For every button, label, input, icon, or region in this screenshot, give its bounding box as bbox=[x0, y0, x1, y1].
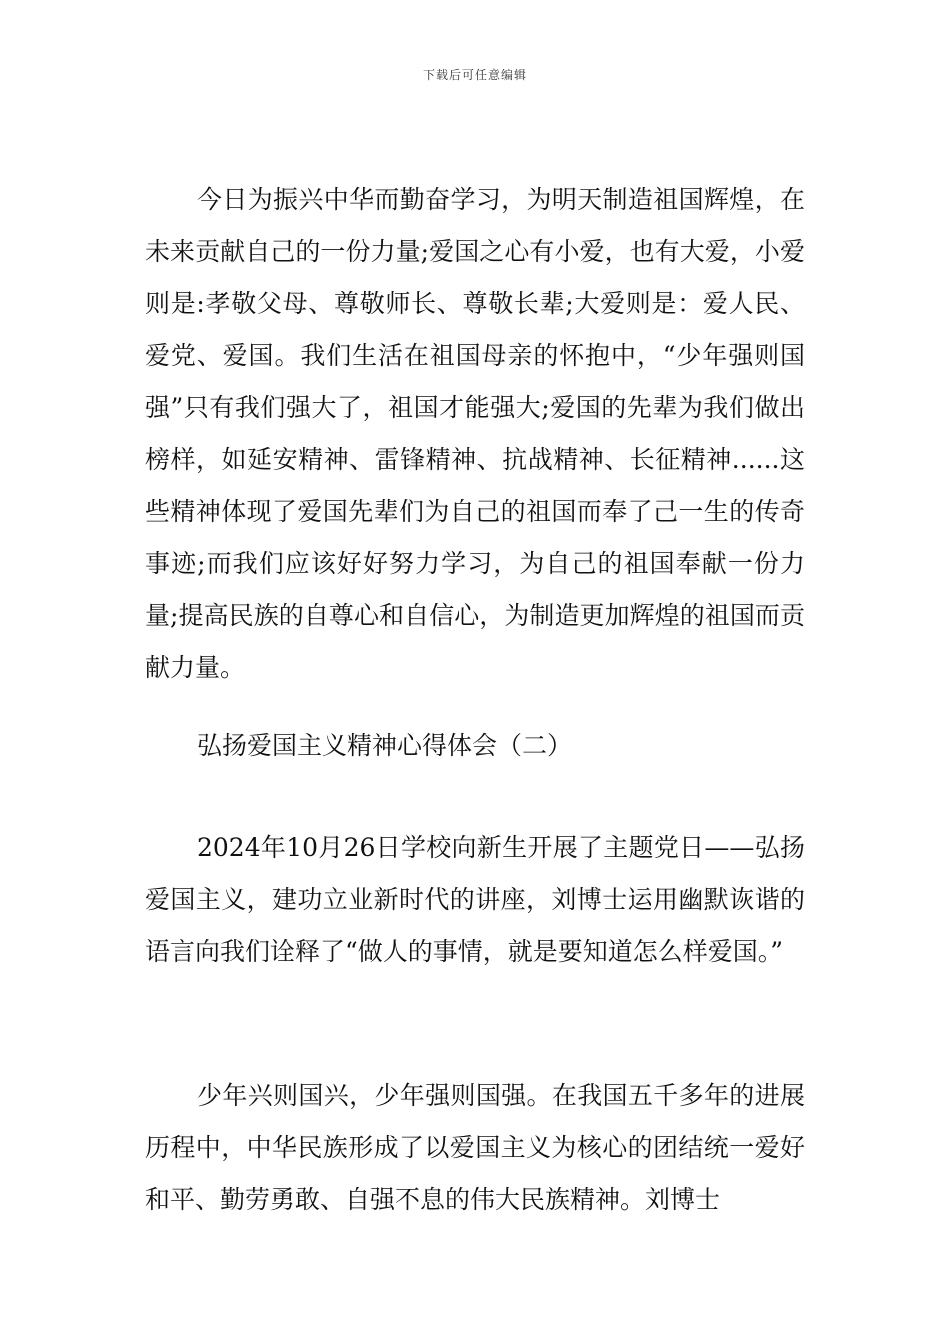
page-header: 下载后可任意编辑 bbox=[422, 68, 527, 82]
paragraph-3-container bbox=[145, 1070, 805, 1226]
paragraph-1: 今日为振兴中华而勤奋学习，为明天制造祖国辉煌，在未来贡献自己的一份力量;爱国之心有小爱，也有大爱，小爱则是:孝敬父母、尊敬师长、尊敬长辈;大爱则是：爱人民、爱党、爱国。我们生活在祖国母亲的怀抱中，“少年强则国强”只有我们强大了，祖国才能强大;爱国的先辈为我们做出榜样，如延安精神、雷锋精神、抗战精神、长征精神......这些精神体现了爱国先辈们为自己的祖国而奉了己一生的传奇事迹;而我们应该好好努力学习，为自己的祖国奉献一份力量;提高民族的自尊心和自信心，为制造更加辉煌的祖国而贡献力量。 bbox=[145, 185, 805, 682]
paragraph-1-container bbox=[145, 174, 805, 694]
paragraph-2: 2024年10月26日学校向新生开展了主题党日——弘扬爱国主义，建功立业新时代的讲座，刘博士运用幽默诙谐的语言向我们诠释了“做人的事情，就是要知道怎么样爱国。” bbox=[145, 833, 805, 966]
section-heading-container bbox=[145, 720, 805, 772]
paragraph-2-container bbox=[145, 822, 805, 978]
paragraph-3: 少年兴则国兴，少年强则国强。在我国五千多年的进展历程中，中华民族形成了以爱国主义为核心的团结统一爱好和平、勤劳勇敢、自强不息的伟大民族精神。刘博士 bbox=[145, 1081, 805, 1214]
section-heading: 弘扬爱国主义精神心得体会（二） bbox=[197, 731, 573, 760]
